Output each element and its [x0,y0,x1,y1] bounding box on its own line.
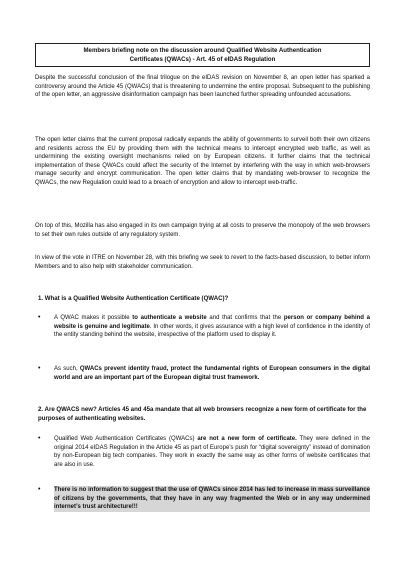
list-item [38,314,370,340]
itre-paragraph [35,254,370,271]
paragraph-1: Despite the successful conclusion of the final trilogue on the eIDAS revision on November 8, an open letter has sparked a controversy around the Article 45 (QWACs) that is threatening to undermine the entire proposal. Subsequent to the publishing of the open letter, an aggressive disinformation campaign has been launched further spreading unfounded accusations. [35,75,370,99]
document-title [35,43,370,67]
title-line-1: Members briefing note on the discussion around Qualified Website Authentication [83,47,322,54]
mozilla-paragraph [35,222,370,239]
paragraph-2: The open letter claims that the current proposal radically expands the ability of governments to surveil both their own citizens and residents across the EU by providing them with the technical means to intercept encrypted web traffic, as well as undermining the existing oversight mechanisms relied on by European citizens. It further claims that the technical implementation of these QWACs could affect the security of the Internet by interfering with the way in which web-browsers manage security and encrypt communication. The open letter claims that by mandating web-browser to recognize the QWACs, the new Regulation could lead to a breach of encryption and allow to intercept web-traffic. [35,137,370,186]
bullet-text: As such, QWACs prevent identity fraud, protect the fundamental rights of European consumers in the digital world and are an important part of the European digital trust framework. [54,366,370,381]
bullet-text: Qualified Web Authentication Certificates (QWACs) are not a new form of certificate. They were defined in the original 2014 eIDAS Regulation in the Article 45 as part of Europe’s push for “digital sovereignty” instead of domination by non-European big tech companies. They work in exactly the same way as other forms of website certificates that are also in use. [54,436,371,468]
paragraph-4: In view of the vote in ITRE on November 28, with this briefing we seek to revert to the facts-based discussion, to better inform Members and to also help with stakeholder communication. [35,255,370,270]
open-letter-paragraph [35,136,370,188]
question-1-heading: 1. What is a Qualified Website Authentication Certificate (QWAC)? [38,295,229,302]
bullet-icon: • [38,486,41,493]
intro-paragraph [35,74,370,100]
bullet-icon: • [38,314,41,321]
bullet-icon: • [38,365,41,372]
title-line-2: Certificates (QWACs) - Art. 45 of eIDAS Regulation [129,56,276,63]
list-item [38,365,370,382]
paragraph-3: On top of this, Mozilla has also engaged in its own campaign trying at all costs to preserve the monopoly of the web browsers to set their own rules outside of any regulatory system. [35,223,370,238]
bullet-icon: • [38,435,41,442]
highlighted-bullet-text: There is no information to suggest that the use of QWACs since 2014 has led to increase in mass surveillance of citizens by the governments, that they have in any way fragmented the Web or in any way undermined internet’s trust architecture!!! [54,487,370,511]
bullet-text: A QWAC makes it possible to authenticate a website and that confirms that the person or company behind a website is genuine and legitimate. In other words, it gives assurance with a high level of confidence in the identity of the entity standing behind the website, irrespective of the platform used to display it. [54,315,371,339]
list-item [38,435,370,469]
question-2-heading: 2. Are QWACS new? Articles 45 and 45a mandate that all web browsers recognize a new form of certificate for the purposes of authenticating websites. [38,406,367,422]
list-item [38,486,370,512]
